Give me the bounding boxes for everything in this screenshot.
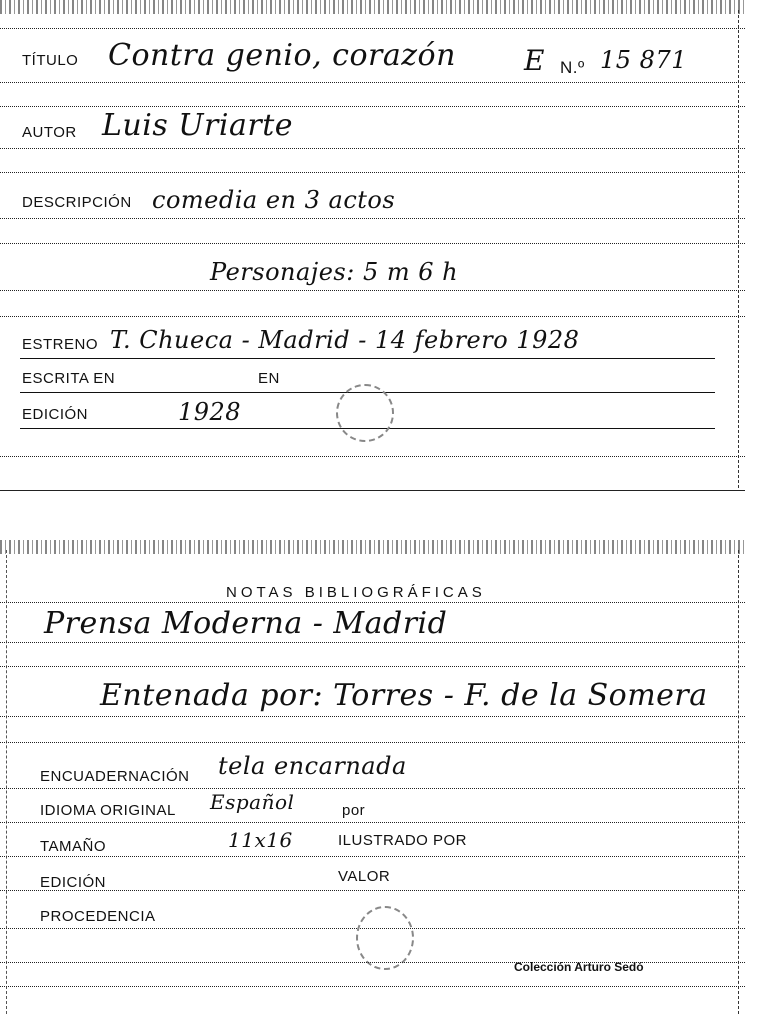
tamano-label: TAMAÑO bbox=[40, 838, 107, 855]
torn-edge bbox=[0, 0, 745, 14]
numero-prefix: E bbox=[524, 44, 545, 77]
ruled-line bbox=[0, 856, 745, 857]
en-label: EN bbox=[258, 370, 280, 387]
ruled-line bbox=[0, 243, 745, 244]
edicion-back-label: EDICIÓN bbox=[40, 874, 107, 891]
titulo-value: Contra genio, corazón bbox=[108, 38, 456, 73]
numero-label: N.º bbox=[560, 58, 585, 77]
descripcion-value: comedia en 3 actos bbox=[152, 186, 396, 214]
ruled-line bbox=[0, 788, 745, 789]
ruled-line bbox=[0, 148, 745, 149]
escrita-en-label: ESCRITA EN bbox=[22, 370, 116, 387]
encuadernacion-label: ENCUADERNACIÓN bbox=[40, 768, 190, 785]
ruled-line bbox=[0, 822, 745, 823]
catalog-card-front bbox=[0, 0, 745, 488]
tamano-value: 11x16 bbox=[228, 828, 293, 852]
ruled-line bbox=[0, 456, 745, 457]
estreno-value: T. Chueca - Madrid - 14 febrero 1928 bbox=[110, 326, 580, 354]
ruled-line bbox=[0, 716, 745, 717]
encuadernacion-value: tela encarnada bbox=[218, 752, 407, 780]
valor-label: VALOR bbox=[338, 868, 391, 885]
ruled-line bbox=[0, 82, 745, 83]
notas-heading: NOTAS BIBLIOGRÁFICAS bbox=[226, 584, 486, 601]
ilustrado-label: ILUSTRADO POR bbox=[338, 832, 468, 849]
titulo-label: TÍTULO bbox=[22, 52, 79, 69]
card-right-edge bbox=[737, 550, 739, 1014]
por-label: por bbox=[342, 802, 366, 819]
estreno-label: ESTRENO bbox=[22, 336, 99, 353]
ruled-line bbox=[0, 106, 745, 107]
note-line-2: Entenada por: Torres - F. de la Somera bbox=[100, 678, 708, 713]
procedencia-label: PROCEDENCIA bbox=[40, 908, 156, 925]
descripcion-label: DESCRIPCIÓN bbox=[22, 194, 132, 211]
descripcion-line2: Personajes: 5 m 6 h bbox=[210, 258, 459, 286]
stamp-ring bbox=[336, 384, 394, 442]
catalog-card-back bbox=[0, 540, 745, 1014]
autor-value: Luis Uriarte bbox=[102, 108, 294, 143]
ruled-line bbox=[0, 218, 745, 219]
edicion-value: 1928 bbox=[178, 398, 242, 426]
idioma-value: Español bbox=[210, 790, 295, 814]
note-line-1: Prensa Moderna - Madrid bbox=[44, 606, 448, 641]
card-left-edge bbox=[6, 550, 8, 1014]
ruled-line bbox=[0, 290, 745, 291]
edicion-label: EDICIÓN bbox=[22, 406, 89, 423]
idioma-label: IDIOMA ORIGINAL bbox=[40, 802, 176, 819]
torn-edge bbox=[0, 540, 745, 554]
stamp-ring bbox=[356, 906, 414, 970]
ruled-line bbox=[0, 28, 745, 29]
autor-label: AUTOR bbox=[22, 124, 77, 141]
ruled-line bbox=[0, 890, 745, 891]
ruled-line bbox=[0, 666, 745, 667]
ruled-line bbox=[0, 316, 745, 317]
ruled-line bbox=[0, 602, 745, 603]
ruled-line bbox=[20, 358, 715, 359]
ruled-line bbox=[0, 642, 745, 643]
ruled-line bbox=[0, 172, 745, 173]
ruled-line bbox=[0, 986, 745, 987]
coleccion-footer: Colección Arturo Sedó bbox=[514, 960, 644, 974]
numero-value: 15 871 bbox=[600, 46, 687, 74]
ruled-line bbox=[0, 742, 745, 743]
card-divider bbox=[0, 490, 745, 491]
